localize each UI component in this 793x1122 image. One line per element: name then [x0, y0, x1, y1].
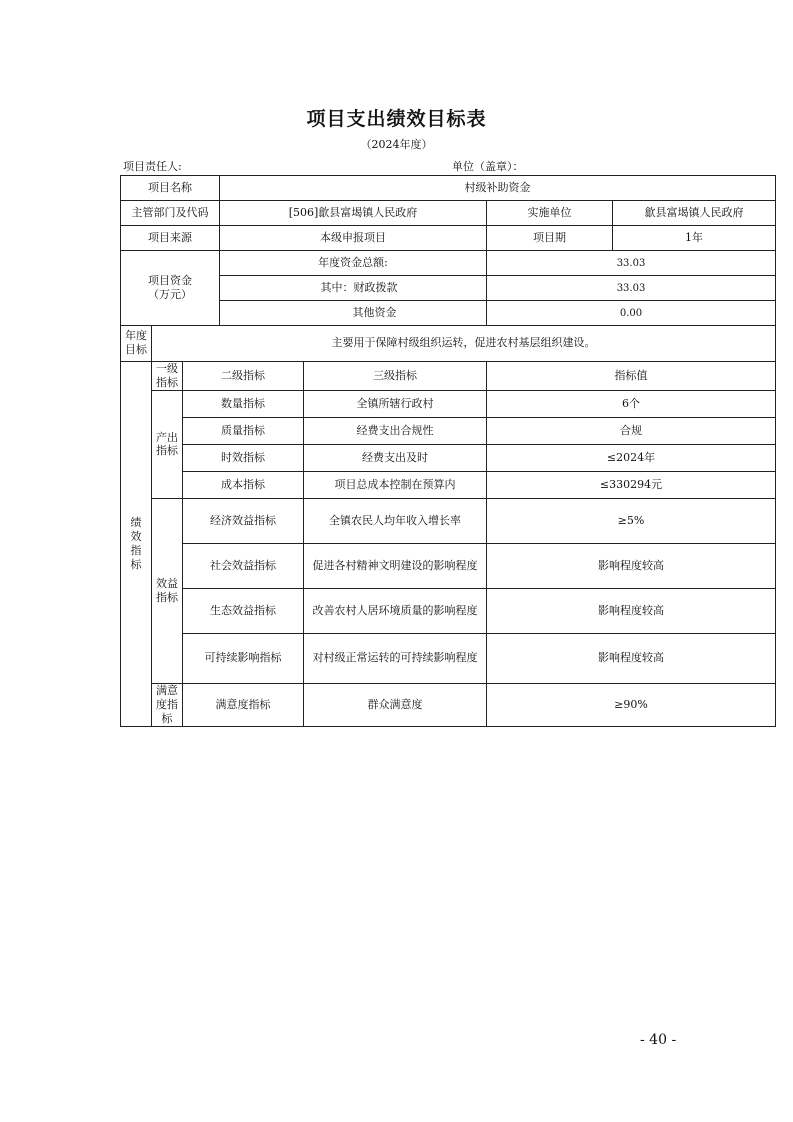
value-header: 指标值 [487, 362, 776, 391]
value-cell: ≤330294元 [487, 472, 776, 499]
table-row [121, 301, 776, 326]
level3-header: 三级指标 [304, 362, 487, 391]
other-value: 0.00 [487, 301, 776, 326]
table-row [121, 201, 776, 226]
dept-label: 主管部门及代码 [121, 201, 220, 226]
l2-cell: 可持续影响指标 [183, 634, 304, 684]
performance-table [120, 175, 776, 727]
l3-cell: 全镇所辖行政村 [304, 391, 487, 418]
table-row [121, 391, 776, 418]
source-label: 项目来源 [121, 226, 220, 251]
table-row [121, 684, 776, 727]
fund-label [121, 251, 220, 326]
l2-cell: 经济效益指标 [183, 499, 304, 544]
table-row [121, 544, 776, 589]
unit-label: 单位（盖章）： [452, 160, 524, 173]
table-row [121, 226, 776, 251]
table-row [121, 326, 776, 362]
value-cell: ≥5% [487, 499, 776, 544]
l2-cell: 质量指标 [183, 418, 304, 445]
table-row [121, 634, 776, 684]
year-label: （2024年度） [360, 138, 433, 151]
benefit-label: 效益指标 [152, 499, 183, 684]
source-value: 本级申报项目 [220, 226, 487, 251]
value-cell: ≤2024年 [487, 445, 776, 472]
fiscal-value: 33.03 [487, 276, 776, 301]
l3-cell: 对村级正常运转的可持续影响程度 [304, 634, 487, 684]
dept-value: [506]歙县富堨镇人民政府 [220, 201, 487, 226]
l3-cell: 群众满意度 [304, 684, 487, 727]
l3-cell: 经费支出合规性 [304, 418, 487, 445]
total-value: 33.03 [487, 251, 776, 276]
l2-cell: 满意度指标 [183, 684, 304, 727]
table-row [121, 418, 776, 445]
value-cell: 合规 [487, 418, 776, 445]
project-name-label: 项目名称 [121, 176, 220, 201]
value-cell: 影响程度较高 [487, 589, 776, 634]
other-label: 其他资金 [220, 301, 487, 326]
table-row [121, 276, 776, 301]
page-title: 项目支出绩效目标表 [306, 108, 487, 130]
period-value: 1年 [613, 226, 776, 251]
level1-header: 一级指标 [152, 362, 183, 391]
output-label: 产出指标 [152, 391, 183, 499]
l3-cell: 促进各村精神文明建设的影响程度 [304, 544, 487, 589]
l3-cell: 全镇农民人均年收入增长率 [304, 499, 487, 544]
table-row [121, 251, 776, 276]
table-row [121, 176, 776, 201]
period-label: 项目期 [487, 226, 613, 251]
fiscal-label: 其中：财政拨款 [220, 276, 487, 301]
value-cell: 6个 [487, 391, 776, 418]
value-cell: 影响程度较高 [487, 544, 776, 589]
table-row [121, 589, 776, 634]
l2-cell: 数量指标 [183, 391, 304, 418]
owner-label: 项目责任人: [123, 160, 182, 173]
total-label: 年度资金总额: [220, 251, 487, 276]
l2-cell: 社会效益指标 [183, 544, 304, 589]
perf-label: 绩效指标 [121, 362, 152, 727]
table-row [121, 499, 776, 544]
level2-header: 二级指标 [183, 362, 304, 391]
table-row [121, 445, 776, 472]
impl-value: 歙县富堨镇人民政府 [613, 201, 776, 226]
value-cell: ≥90% [487, 684, 776, 727]
fund-label-line-2: （万元） [148, 288, 192, 301]
satisfaction-label: 满意度指标 [152, 684, 183, 727]
l3-cell: 经费支出及时 [304, 445, 487, 472]
table-row [121, 472, 776, 499]
goal-label: 年度目标 [121, 326, 152, 362]
l3-cell: 改善农村人居环境质量的影响程度 [304, 589, 487, 634]
value-cell: 影响程度较高 [487, 634, 776, 684]
l2-cell: 成本指标 [183, 472, 304, 499]
l2-cell: 时效指标 [183, 445, 304, 472]
l2-cell: 生态效益指标 [183, 589, 304, 634]
fund-label-line-1: 项目资金 [148, 273, 192, 287]
table-row [121, 362, 776, 391]
page-number: - 40 - [640, 1032, 677, 1048]
l3-cell: 项目总成本控制在预算内 [304, 472, 487, 499]
project-name-value: 村级补助资金 [220, 176, 776, 201]
goal-value: 主要用于保障村级组织运转，促进农村基层组织建设。 [152, 326, 776, 362]
impl-label: 实施单位 [487, 201, 613, 226]
